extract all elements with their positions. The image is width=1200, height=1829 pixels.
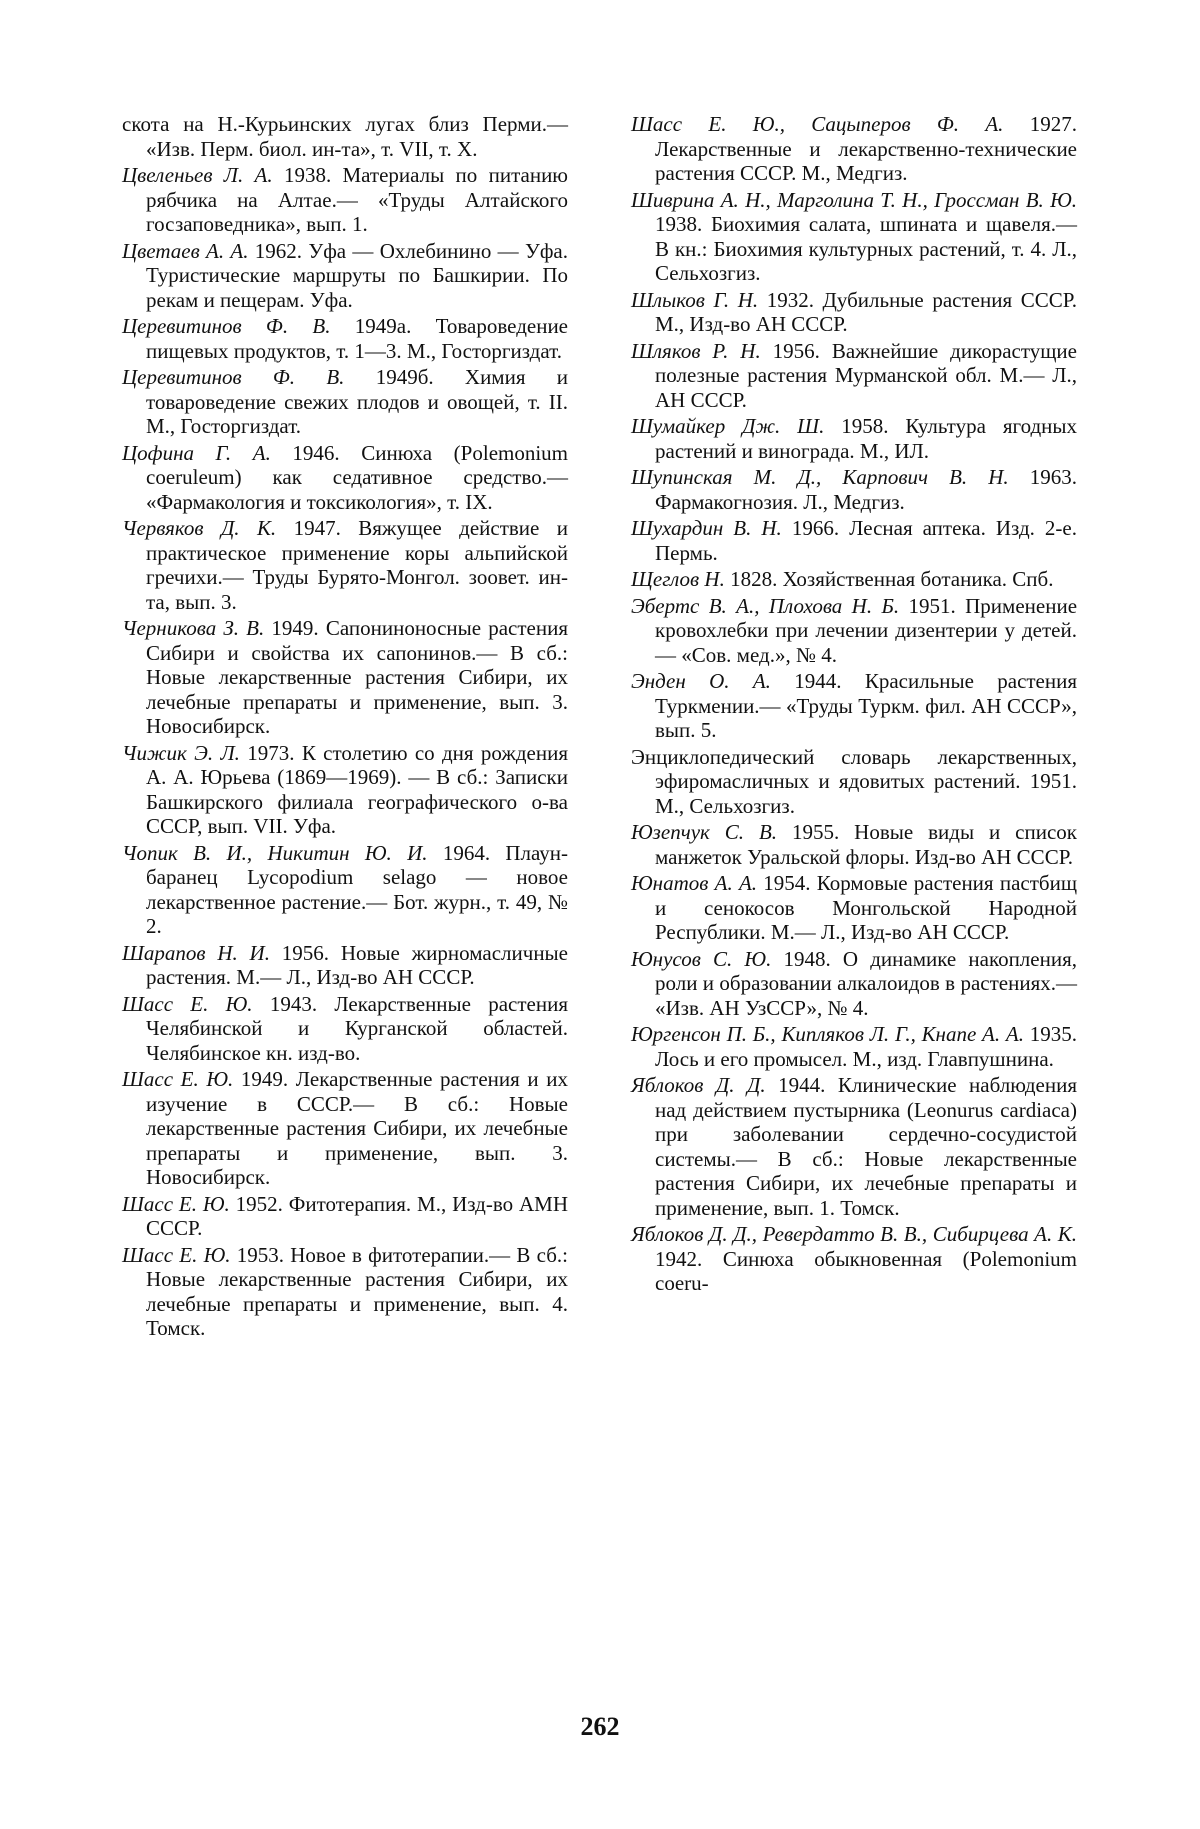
entry-author: Юнатов А. А. (631, 871, 757, 895)
entry-text: Энциклопедический словарь лекарственных, эфиромасличных и ядовитых растений. 1951. М., Сельхозгиз. (631, 745, 1077, 818)
entry-text: 1949б. Химия и товароведение свежих плодов и овощей, т. II. М., Госторгиздат. (146, 365, 568, 438)
entry-author: Шасс Е. Ю., Сацыперов Ф. А. (631, 112, 1003, 136)
bib-entry (631, 288, 1077, 337)
entry-author: Шухардин В. Н. (631, 516, 782, 540)
bib-entry (122, 239, 568, 313)
bib-entry (631, 465, 1077, 514)
bib-entry (122, 163, 568, 237)
entry-author: Цофина Г. А. (122, 441, 271, 465)
entry-author: Шляков Р. Н. (631, 339, 761, 363)
entry-text: 1947. Вяжущее действие и практическое применение коры альпийской гречихи.— Труды Бурято-Монгол. зоовет. ин-та, вып. 3. (146, 516, 568, 614)
entry-author: Шасс Е. Ю. (122, 1192, 230, 1216)
entry-author: Церевитинов Ф. В. (122, 365, 344, 389)
entry-author: Чопик В. И., Никитин Ю. И. (122, 841, 428, 865)
bib-entry (122, 112, 568, 161)
bib-entry (122, 516, 568, 614)
entry-author: Яблоков Д. Д., Ревердатто В. В., Сибирцева А. К. (631, 1222, 1077, 1246)
entry-text: 1954. Кормовые растения пастбищ и сенокосов Монгольской Народной Республики. М.— Л., Изд-во АН СССР. (655, 871, 1077, 944)
bib-entry (122, 365, 568, 439)
bib-entry (631, 871, 1077, 945)
bib-entry (631, 594, 1077, 668)
bib-entry (122, 741, 568, 839)
entry-text: 1952. Фитотерапия. М., Изд-во АМН СССР. (146, 1192, 568, 1241)
right-column (631, 112, 1077, 1298)
entry-text: 1932. Дубильные растения СССР. М., Изд-во АН СССР. (655, 288, 1077, 337)
entry-author: Шарапов Н. И. (122, 941, 270, 965)
entry-text: 1951. Применение кровохлебки при лечении дизентерии у детей.— «Сов. мед.», № 4. (655, 594, 1077, 667)
entry-author: Шасс Е. Ю. (122, 992, 253, 1016)
bib-entry (122, 992, 568, 1066)
bib-entry (631, 112, 1077, 186)
entry-text: 1935. Лось и его промысел. М., изд. Главпушнина. (655, 1022, 1077, 1071)
bib-entry (631, 414, 1077, 463)
bib-entry (122, 616, 568, 739)
entry-author: Церевитинов Ф. В. (122, 314, 330, 338)
bib-entry (631, 669, 1077, 743)
bib-entry (631, 188, 1077, 286)
entry-author: Шиврина А. Н., Марголина Т. Н., Гроссман В. Ю. (631, 188, 1077, 212)
entry-author: Щеглов Н. (631, 567, 725, 591)
bib-entry (122, 841, 568, 939)
bib-entry (122, 941, 568, 990)
bib-entry (631, 947, 1077, 1021)
entry-author: Цветаев А. А. (122, 239, 248, 263)
entry-text: 1955. Новые виды и список манжеток Уральской флоры. Изд-во АН СССР. (655, 820, 1077, 869)
entry-text: скота на Н.-Курьинских лугах близ Перми.— «Изв. Перм. биол. ин-та», т. VII, т. X. (122, 112, 568, 161)
entry-text: 1966. Лесная аптека. Изд. 2-е. Пермь. (655, 516, 1077, 565)
entry-text: 1938. Материалы по питанию рябчика на Алтае.— «Труды Алтайского госзаповедника», вып. 1. (146, 163, 568, 236)
entry-text: 1958. Культура ягодных растений и винограда. М., ИЛ. (655, 414, 1077, 463)
bib-entry (122, 1192, 568, 1241)
entry-text: 1953. Новое в фитотерапии.— В сб.: Новые лекарственные растения Сибири, их лечебные препараты и применение, вып. 4. Томск. (146, 1243, 568, 1341)
entry-text: 1948. О динамике накопления, роли и образовании алкалоидов в растениях.— «Изв. АН УзССР», № 4. (655, 947, 1077, 1020)
entry-author: Шлыков Г. Н. (631, 288, 758, 312)
entry-author: Шасс Е. Ю. (122, 1243, 231, 1267)
bib-entry (631, 516, 1077, 565)
entry-text: 1973. К столетию со дня рождения А. А. Юрьева (1869—1969). — В сб.: Записки Башкирского филиала географического о-ва СССР, вып. VII. Уфа. (146, 741, 568, 839)
entry-author: Шасс Е. Ю. (122, 1067, 233, 1091)
entry-author: Яблоков Д. Д. (631, 1073, 766, 1097)
entry-text: 1943. Лекарственные растения Челябинской и Курганской областей. Челябинское кн. изд-во. (146, 992, 568, 1065)
entry-text: 1956. Важнейшие дикорастущие полезные растения Мурманской обл. М.— Л., АН СССР. (655, 339, 1077, 412)
entry-author: Чижик Э. Л. (122, 741, 240, 765)
entry-author: Черникова З. В. (122, 616, 264, 640)
entry-text: 1962. Уфа — Охлебинино — Уфа. Туристические маршруты по Башкирии. По рекам и пещерам. Уфа. (146, 239, 568, 312)
bib-entry (631, 745, 1077, 819)
entry-author: Шумайкер Дж. Ш. (631, 414, 824, 438)
entry-author: Юнусов С. Ю. (631, 947, 771, 971)
bib-entry (122, 314, 568, 363)
entry-text: 1949. Сапониноносные растения Сибири и свойства их сапонинов.— В сб.: Новые лекарственные растения Сибири, их лечебные препараты и применение, вып. 3. Новосибирск. (146, 616, 568, 738)
entry-author: Эбертс В. А., Плохова Н. Б. (631, 594, 899, 618)
bib-entry (631, 339, 1077, 413)
entry-text: 1938. Биохимия салата, шпината и щавеля.— В кн.: Биохимия культурных растений, т. 4. Л., Сельхозгиз. (655, 212, 1077, 285)
left-column (122, 112, 568, 1343)
bib-entry (631, 1073, 1077, 1220)
page-number: 262 (0, 1712, 1200, 1742)
bib-entry (122, 441, 568, 515)
entry-author: Червяков Д. К. (122, 516, 276, 540)
entry-text: 1963. Фармакогнозия. Л., Медгиз. (655, 465, 1077, 514)
entry-author: Шупинская М. Д., Карпович В. Н. (631, 465, 1009, 489)
entry-text: 1828. Хозяйственная ботаника. Спб. (730, 567, 1053, 591)
bib-entry (631, 1022, 1077, 1071)
bib-entry (631, 1222, 1077, 1296)
entry-text: 1964. Плаун-баранец Lycopodium selago — новое лекарственное растение.— Бот. журн., т. 49, № 2. (146, 841, 568, 939)
entry-author: Цвеленьев Л. А. (122, 163, 273, 187)
bib-entry (631, 567, 1077, 592)
entry-text: 1949а. Товароведение пищевых продуктов, т. 1—3. М., Госторгиздат. (146, 314, 568, 363)
entry-text: 1949. Лекарственные растения и их изучение в СССР.— В сб.: Новые лекарственные растения Сибири, их лечебные препараты и применение, вып. 3. Новосибирск. (146, 1067, 568, 1189)
entry-text: 1944. Красильные растения Туркмении.— «Труды Туркм. фил. АН СССР», вып. 5. (655, 669, 1077, 742)
entry-text: 1944. Клинические наблюдения над действием пустырника (Leonurus cardiaca) при заболевании сердечно-сосудистой системы.— В сб.: Новые лекарственные растения Сибири, их лечебные препараты и применение, вып. 1. Томск. (655, 1073, 1077, 1220)
entry-text: 1942. Синюха обыкновенная (Polemonium coeru- (655, 1247, 1077, 1296)
entry-text: 1927. Лекарственные и лекарственно-технические растения СССР. М., Медгиз. (655, 112, 1077, 185)
entry-text: 1956. Новые жирномасличные растения. М.— Л., Изд-во АН СССР. (146, 941, 568, 990)
bib-entry (631, 820, 1077, 869)
entry-author: Энден О. А. (631, 669, 771, 693)
bib-entry (122, 1243, 568, 1341)
entry-text: 1946. Синюха (Polemonium coeruleum) как седативное средство.— «Фармакология и токсикология», т. IX. (146, 441, 568, 514)
bib-entry (122, 1067, 568, 1190)
entry-author: Юргенсон П. Б., Кипляков Л. Г., Кнапе А. А. (631, 1022, 1024, 1046)
entry-author: Юзепчук С. В. (631, 820, 777, 844)
